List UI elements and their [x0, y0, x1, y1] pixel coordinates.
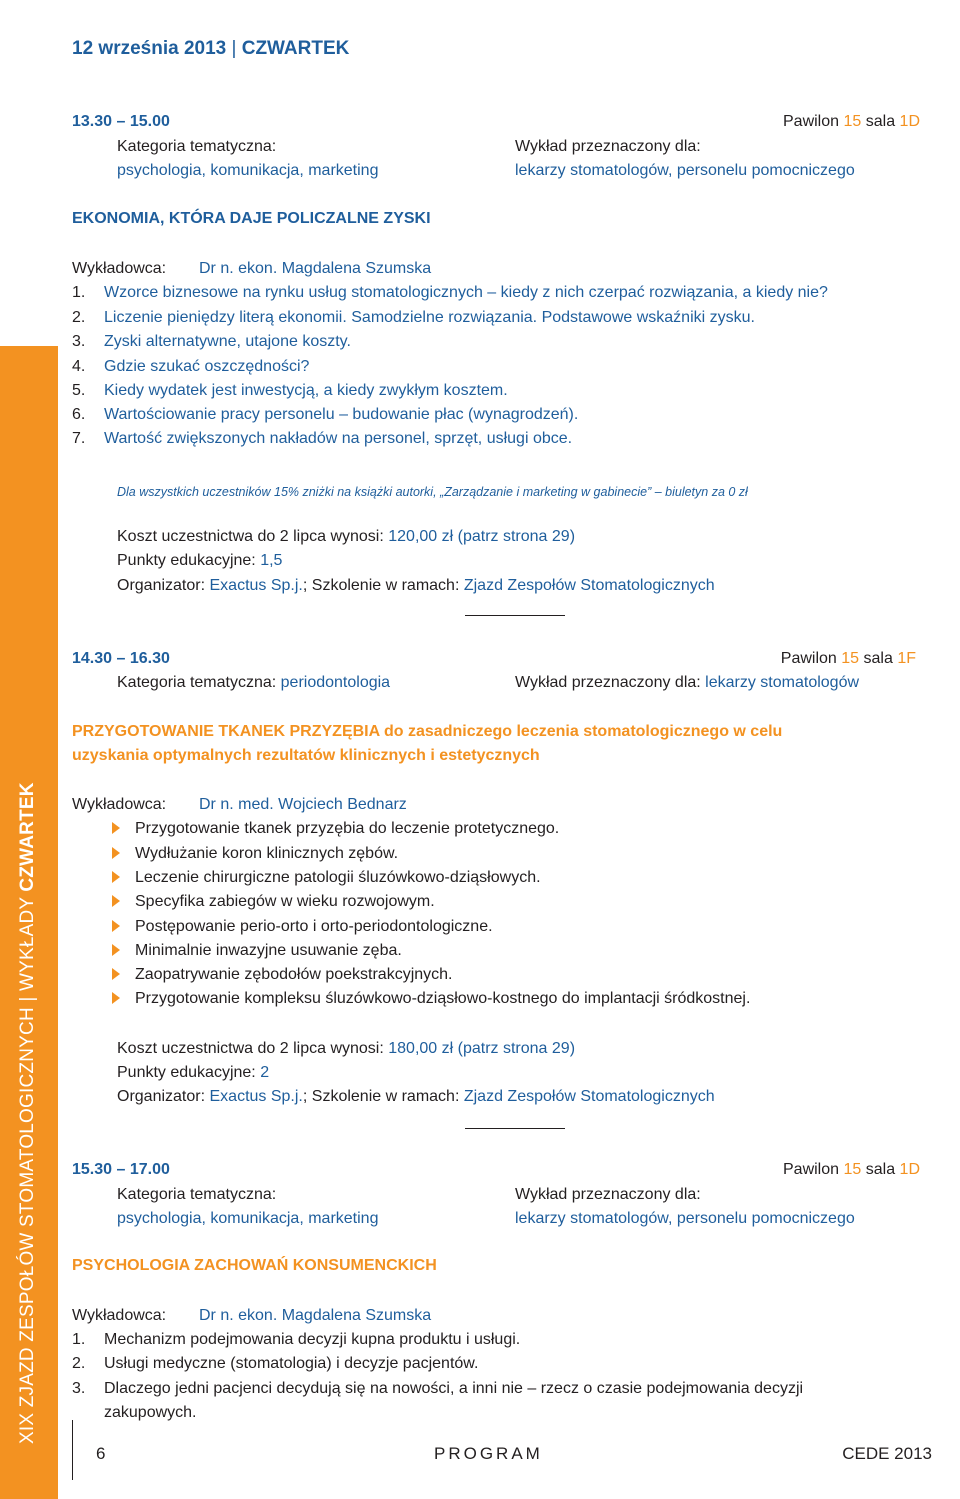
session-2-lecturer-label: Wykładowca:	[72, 796, 167, 813]
session-3-lecturer-label: Wykładowca:	[72, 1307, 167, 1324]
list-number: 3.	[72, 1380, 86, 1397]
list-item: Minimalnie inwazyjne usuwanie zęba.	[112, 940, 402, 962]
bullet-arrow-icon	[112, 822, 120, 834]
session-divider	[465, 1128, 565, 1129]
session-3-category: psychologia, komunikacja, marketing	[117, 1210, 379, 1227]
footer-brand: CEDE 2013	[842, 1444, 932, 1463]
list-item: Przygotowanie kompleksu śluzówkowo-dziąsłowo-kostnego do implantacji śródkostnej.	[112, 988, 750, 1010]
session-2-title-line-2: uzyskania optymalnych rezultatów klinicznych i estetycznych	[72, 747, 540, 764]
page-number: 6	[96, 1444, 106, 1463]
footer-program: PROGRAM	[434, 1444, 543, 1463]
session-1-organizer: Organizator: Exactus Sp.j.; Szkolenie w ramach: Zjazd Zespołów Stomatologicznych	[117, 577, 715, 594]
list-item: Dlaczego jedni pacjenci decydują się na nowości, a inni nie – rzecz o czasie podejmowania decyzji	[104, 1380, 804, 1397]
session-1-category: psychologia, komunikacja, marketing	[117, 162, 379, 179]
session-2-lecturer: Dr n. med. Wojciech Bednarz	[199, 796, 407, 813]
list-item: Wartościowanie pracy personelu – budowanie płac (wynagrodzeń).	[104, 406, 579, 423]
session-3-audience: lekarzy stomatologów, personelu pomocniczego	[515, 1210, 855, 1227]
session-1-time: 13.30 – 15.00	[72, 113, 170, 130]
list-number: 1.	[72, 1331, 86, 1348]
bullet-arrow-icon	[112, 847, 120, 859]
list-number: 5.	[72, 382, 86, 399]
list-item: Leczenie chirurgiczne patologii śluzówkowo-dziąsłowych.	[112, 867, 541, 889]
list-number: 6.	[72, 406, 86, 423]
session-1-lecturer: Dr n. ekon. Magdalena Szumska	[199, 260, 432, 277]
bullet-arrow-icon	[112, 895, 120, 907]
session-1-audience: lekarzy stomatologów, personelu pomocniczego	[515, 162, 855, 179]
session-3-lecturer: Dr n. ekon. Magdalena Szumska	[199, 1307, 432, 1324]
session-2-audience: Wykład przeznaczony dla: lekarzy stomatologów	[515, 674, 860, 691]
session-1-category-label: Kategoria tematyczna:	[117, 138, 277, 155]
session-1-cost: Koszt uczestnictwa do 2 lipca wynosi: 120,00 zł (patrz strona 29)	[117, 528, 576, 545]
session-1-lecturer-label: Wykładowca:	[72, 260, 167, 277]
session-1-audience-label: Wykład przeznaczony dla:	[515, 138, 701, 155]
session-3-title: PSYCHOLOGIA ZACHOWAŃ KONSUMENCKICH	[72, 1257, 437, 1274]
list-item: Liczenie pieniędzy literą ekonomii. Samodzielne rozwiązania. Podstawowe wskaźniki zysku.	[104, 309, 755, 326]
sidebar-label: XIX ZJAZD ZESPOŁÓW STOMATOLOGICZNYCH | WYKŁADY CZWARTEK	[17, 782, 38, 1444]
session-3-time: 15.30 – 17.00	[72, 1161, 170, 1178]
list-number: 4.	[72, 358, 86, 375]
session-2-category: Kategoria tematyczna: periodontologia	[117, 674, 391, 691]
bullet-arrow-icon	[112, 992, 120, 1004]
session-1-discount-note: Dla wszystkich uczestników 15% zniżki na książki autorki, „Zarządzanie i marketing w gabinecie” – biuletyn za 0 zł	[117, 485, 748, 499]
session-2-organizer: Organizator: Exactus Sp.j.; Szkolenie w ramach: Zjazd Zespołów Stomatologicznych	[117, 1088, 715, 1105]
list-number: 3.	[72, 333, 86, 350]
session-3-location: Pawilon 15 sala 1D	[783, 1161, 920, 1178]
list-item: Zyski alternatywne, utajone koszty.	[104, 333, 351, 350]
sidebar-band	[0, 346, 58, 1499]
session-2-time: 14.30 – 16.30	[72, 650, 170, 667]
page-date-header: 12 września 2013 | CZWARTEK	[72, 38, 350, 59]
bullet-arrow-icon	[112, 968, 120, 980]
list-item: Mechanizm podejmowania decyzji kupna produktu i usługi.	[104, 1331, 521, 1348]
list-item-continuation: zakupowych.	[104, 1404, 197, 1421]
session-1-points: Punkty edukacyjne: 1,5	[117, 552, 283, 569]
session-2-points: Punkty edukacyjne: 2	[117, 1064, 270, 1081]
list-item: Kiedy wydatek jest inwestycją, a kiedy zwykłym kosztem.	[104, 382, 508, 399]
session-2-location: Pawilon 15 sala 1F	[780, 650, 916, 667]
list-item: Wartość zwiększonych nakładów na personel, sprzęt, usługi obce.	[104, 430, 573, 447]
list-item: Wzorce biznesowe na rynku usług stomatologicznych – kiedy z nich czerpać rozwiązania, a kiedy nie?	[104, 284, 828, 301]
list-item: Przygotowanie tkanek przyzębia do leczenie protetycznego.	[112, 818, 559, 840]
bullet-arrow-icon	[112, 871, 120, 883]
list-item: Gdzie szukać oszczędności?	[104, 358, 310, 375]
list-item: Wydłużanie koron klinicznych zębów.	[112, 843, 398, 865]
session-1-location: Pawilon 15 sala 1D	[783, 113, 920, 130]
session-2-cost: Koszt uczestnictwa do 2 lipca wynosi: 180,00 zł (patrz strona 29)	[117, 1040, 576, 1057]
session-2-title-line-1: PRZYGOTOWANIE TKANEK PRZYZĘBIA do zasadniczego leczenia stomatologicznego w celu	[72, 723, 783, 740]
list-item: Postępowanie perio-orto i orto-periodontologiczne.	[112, 916, 493, 938]
list-item: Zaopatrywanie zębodołów poekstrakcyjnych.	[112, 964, 453, 986]
list-number: 1.	[72, 284, 86, 301]
list-number: 2.	[72, 1355, 86, 1372]
bullet-arrow-icon	[112, 920, 120, 932]
list-number: 2.	[72, 309, 86, 326]
list-number: 7.	[72, 430, 86, 447]
list-item: Usługi medyczne (stomatologia) i decyzje pacjentów.	[104, 1355, 479, 1372]
session-3-category-label: Kategoria tematyczna:	[117, 1186, 277, 1203]
session-3-audience-label: Wykład przeznaczony dla:	[515, 1186, 701, 1203]
bullet-arrow-icon	[112, 944, 120, 956]
footer-rule	[72, 1420, 73, 1480]
session-divider	[465, 615, 565, 616]
session-1-title: EKONOMIA, KTÓRA DAJE POLICZALNE ZYSKI	[72, 210, 431, 227]
list-item: Specyfika zabiegów w wieku rozwojowym.	[112, 891, 435, 913]
